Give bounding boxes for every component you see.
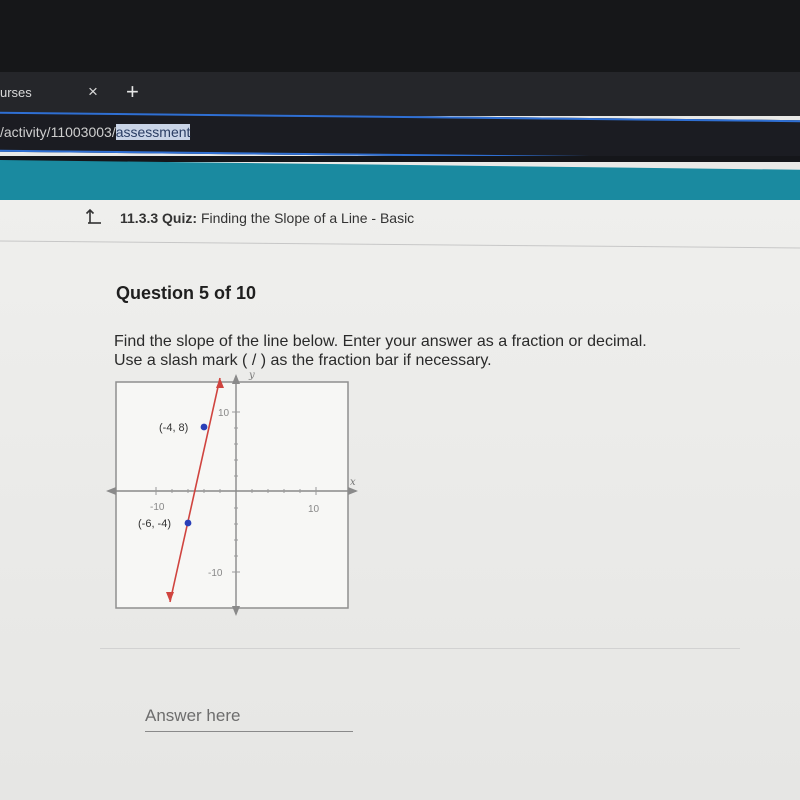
point-label-a: (-4, 8) (159, 422, 189, 434)
url-selected-text: assessment (115, 124, 191, 140)
section-divider (100, 648, 740, 649)
quiz-word: Quiz: (162, 210, 198, 226)
point-marker-b (185, 520, 192, 527)
coordinate-graph (104, 366, 374, 626)
quiz-id: 11.3.3 (120, 210, 159, 226)
y-tick-label-pos: 10 (218, 408, 230, 419)
y-axis-label: y (249, 370, 255, 381)
quiz-breadcrumb (120, 210, 414, 226)
url-path: /activity/11003003/ (0, 124, 116, 140)
y-tick-label-neg: -10 (208, 568, 223, 579)
point-label-b: (-6, -4) (138, 518, 171, 530)
point-marker-a (201, 424, 208, 431)
x-tick-label-pos: 10 (308, 504, 320, 515)
graph-frame (116, 382, 348, 608)
prompt-line-1: Find the slope of the line below. Enter your answer as a fraction or decimal. (114, 333, 647, 350)
browser-top-frame (0, 0, 800, 72)
tab-close-icon[interactable]: × (88, 82, 98, 101)
back-arrow-icon[interactable] (84, 206, 104, 226)
url-text[interactable] (0, 124, 190, 140)
tab-title[interactable]: urses (0, 85, 32, 100)
question-prompt (114, 332, 734, 370)
x-axis-right-arrow (348, 487, 358, 495)
answer-input[interactable] (145, 700, 353, 732)
y-axis-top-arrow (232, 374, 240, 384)
x-axis-label: x (350, 477, 356, 488)
y-axis-bottom-arrow (232, 606, 240, 616)
quiz-title: Finding the Slope of a Line - Basic (200, 210, 415, 226)
prompt-line-2: Use a slash mark ( / ) as the fraction bar if necessary. (114, 352, 492, 369)
tab-strip (0, 72, 800, 116)
new-tab-icon[interactable]: + (126, 79, 139, 104)
x-tick-label-neg: -10 (150, 502, 165, 513)
question-number: Question 5 of 10 (116, 283, 257, 303)
x-axis-left-arrow (106, 487, 116, 495)
